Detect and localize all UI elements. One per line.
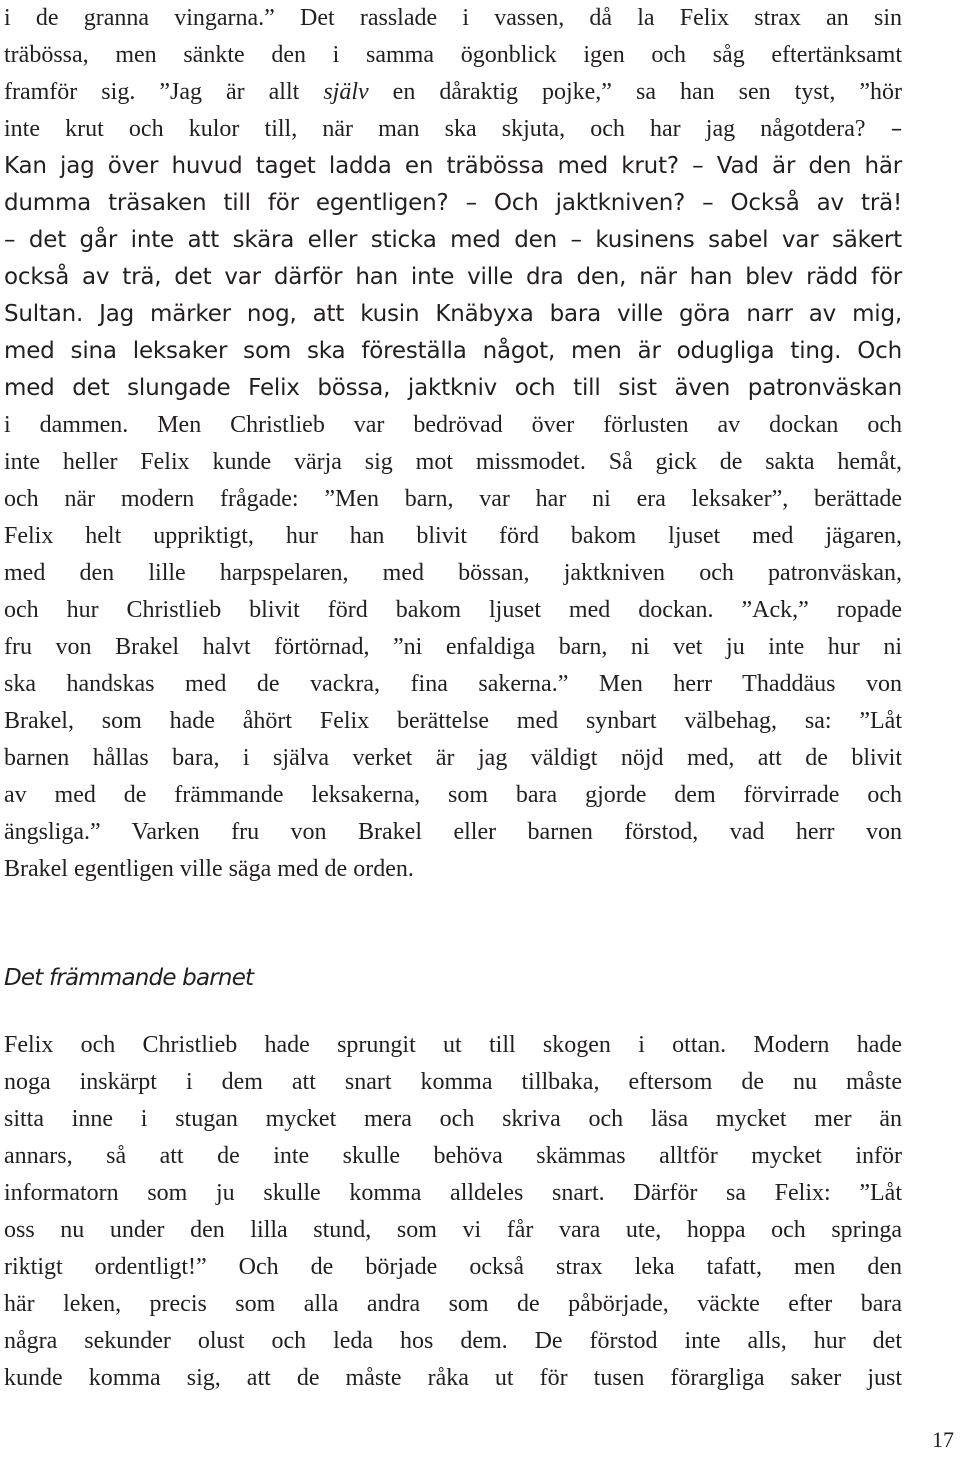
text-line: ska handskas med de vackra, fina sakerna.” Men herr Thaddäus von [4,671,902,697]
text-line: Brakel egentligen ville säga med de orden. [4,856,414,882]
text-line: framför sig. ”Jag är allt själv en dåraktig pojke,” sa han sen tyst, ”hör [4,79,902,105]
text-segment: Sultan. [4,301,84,327]
text-line [4,333,902,370]
text-segment: med sina leksaker som ska föreställa något, men är odugliga ting. [4,338,842,364]
text-segment: Så gick de sakta hemåt, [608,449,903,475]
text-line: av med de främmande leksakerna, som bara gjorde dem förvirrade och [4,782,902,808]
text-line: med den lille harpspelaren, med bössan, jaktkniven och patronväskan, [4,560,902,586]
text-line: och hur Christlieb blivit förd bakom ljuset med dockan. ”Ack,” ropade [4,597,902,623]
text-line: och när modern frågade: ”Men barn, var har ni era leksaker”, berättade [4,486,902,512]
text-line: Felix helt uppriktigt, hur han blivit förd bakom ljuset med jägaren, [4,523,902,549]
text-line [4,185,902,222]
text-segment: dumma träsaken till för egentligen? [4,190,449,216]
text-line: några sekunder olust och leda hos dem. De förstod inte alls, hur det [4,1328,902,1354]
text-line [4,444,902,481]
text-segment: Jag märker nog, att kusin Knäbyxa bara ville göra narr av mig, [99,301,902,327]
text-line [4,111,902,148]
text-line: med det slungade Felix bössa, jaktkniv och till sist även patronväskan [4,375,902,401]
text-segment: inte krut och kulor till, när man ska skjuta, och har jag någotdera? [4,116,866,142]
section-heading: Det främmande barnet [4,965,254,991]
text-line: Brakel, som hade åhört Felix berättelse med synbart välbehag, sa: ”Låt [4,708,902,734]
text-line: träbössa, men sänkte den i samma ögonblick igen och såg eftertänksamt [4,42,902,68]
text-line: – det går inte att skära eller sticka med den – kusinens sabel var säkert [4,227,902,253]
text-segment: i dammen. [4,412,129,438]
text-line: sitta inne i stugan mycket mera och skriva och läsa mycket mer än [4,1106,902,1132]
text-line [4,296,902,333]
text-segment: Men Christlieb var bedrövad över förlusten av dockan och [157,412,902,438]
text-line: Felix och Christlieb hade sprungit ut till skogen i ottan. Modern hade [4,1032,902,1058]
text-segment: – [890,116,903,142]
text-segment: Och [857,338,902,364]
text-line: riktigt ordentligt!” Och de började också strax leka tafatt, men den [4,1254,902,1280]
page-number: 17 [932,1427,954,1452]
text-line: annars, så att de inte skulle behöva skämmas alltför mycket inför [4,1143,902,1169]
text-line: oss nu under den lilla stund, som vi får vara ute, hoppa och springa [4,1217,902,1243]
text-segment: Kan jag över huvud taget ladda en träbössa med krut? [4,153,679,179]
text-line: barnen hållas bara, i själva verket är jag väldigt nöjd med, att de blivit [4,745,902,771]
text-line: noga inskärpt i dem att snart komma tillbaka, eftersom de nu måste [4,1069,902,1095]
italic-word: själv [323,79,369,105]
text-line [4,407,902,444]
text-line: informatorn som ju skulle komma alldeles snart. Därför sa Felix: ”Låt [4,1180,902,1206]
text-line: i de granna vingarna.” Det rasslade i vassen, då la Felix strax an sin [4,5,902,31]
text-line: ängsliga.” Varken fru von Brakel eller barnen förstod, vad herr von [4,819,902,845]
text-segment: – Vad är den här [692,153,902,179]
text-line: här leken, precis som alla andra som de påbörjade, väckte efter bara [4,1291,902,1317]
text-line [4,148,902,185]
text-line: också av trä, det var därför han inte ville dra den, när han blev rädd för [4,264,902,290]
text-segment: inte heller Felix kunde värja sig mot missmodet. [4,449,586,475]
text-line: kunde komma sig, att de måste råka ut för tusen förargliga saker just [4,1365,902,1391]
text-segment: – Och jaktkniven? – Också av trä! [465,190,902,216]
text-line: fru von Brakel halvt förtörnad, ”ni enfaldiga barn, ni vet ju inte hur ni [4,634,902,660]
